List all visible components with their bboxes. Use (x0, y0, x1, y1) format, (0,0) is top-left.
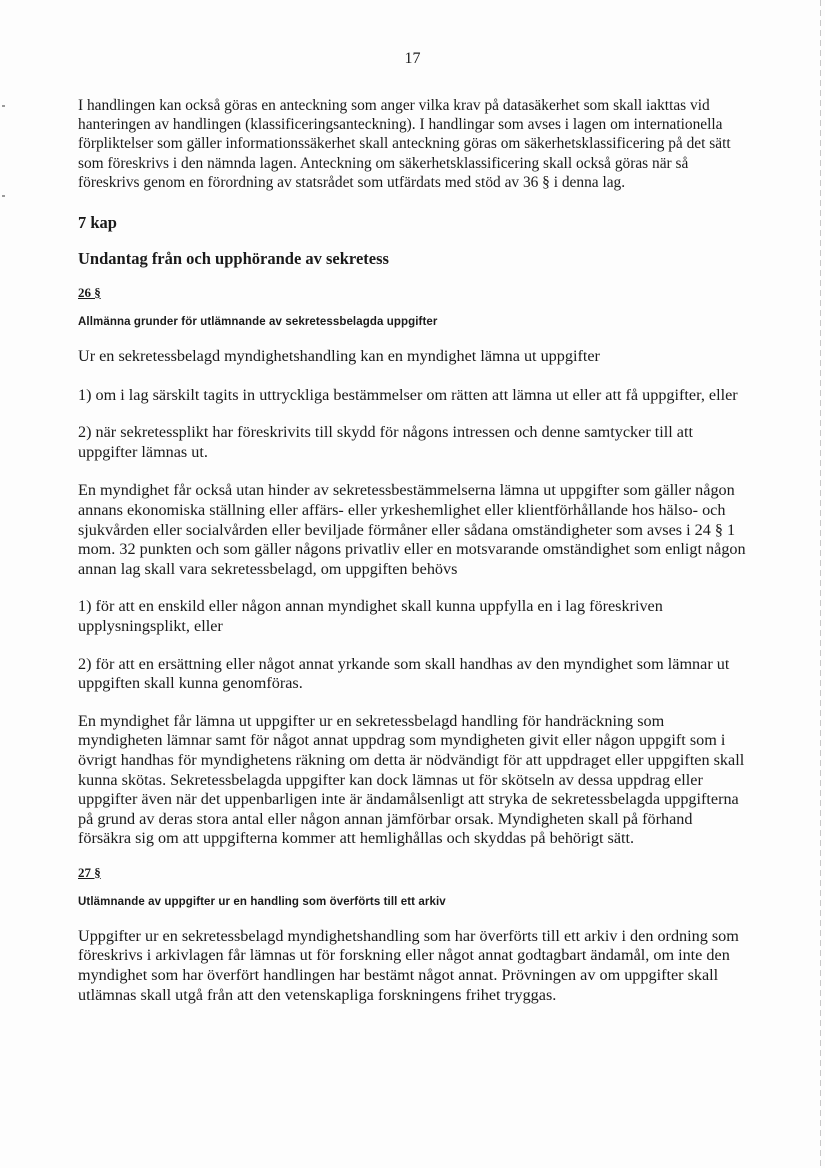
section-26-paragraph: 1) om i lag särskilt tagits in uttryckliga bestämmelser om rätten att lämna ut eller att få uppgifter, eller (78, 385, 738, 404)
section-26-number: 26 § (78, 285, 101, 301)
section-26-paragraph: 1) för att en enskild eller någon annan myndighet skall kunna uppfylla en i lag föreskriven upplysningsplikt, eller (78, 597, 663, 635)
section-26-heading: Allmänna grunder för utlämnande av sekretessbelagda uppgifter (78, 316, 438, 329)
scan-mark (2, 105, 5, 107)
section-26-paragraph: 2) när sekretessplikt har föreskrivits till skydd för någons intressen och denne samtycker till att uppgifter lämnas ut. (78, 423, 693, 461)
page-number: 17 (404, 50, 421, 67)
section-26-paragraph: Ur en sekretessbelagd myndighetshandling kan en myndighet lämna ut uppgifter (78, 347, 600, 366)
scan-edge-line (820, 0, 821, 1168)
section-26-paragraph: 2) för att en ersättning eller något annat yrkande som skall handhas av den myndighet som lämnar ut uppgiften skall kunna genomföras. (78, 654, 730, 693)
section-27-heading: Utlämnande av uppgifter ur en handling som överförts till ett arkiv (78, 895, 446, 908)
section-26-paragraph: En myndighet får lämna ut uppgifter ur en sekretessbelagd handling för handräckning som myndigheten lämnar samt för något annat uppdrag som myndigheten givit eller någon uppgift som i övrigt handhas för myndighetens räkning om detta är nödvändigt för att uppdraget eller uppgiften skall kunna skötas. Sekretessbelagda uppgifter kan dock lämnas ut för skötseln av dessa uppdrag eller uppgifter även när det uppenbarligen inte är ändamålsenligt att stryka de sekretessbelagda uppgifterna på grund av deras stora antal eller någon annan jämförbar orsak. Myndigheten skall på förhand försäkra sig om att uppgifterna kommer att hemlighållas och skyddas på behörigt sätt. (78, 711, 745, 848)
section-27-paragraph: Uppgifter ur en sekretessbelagd myndighetshandling som har överförts till ett arkiv i den ordning som föreskrivs i arkivlagen får lämnas ut för forskning eller något annat godtagbart ändamål, om inte den myndighet som har överfört handlingen har bestämt något annat. Prövningen av om uppgifter skall utlämnas skall utgå från att den vetenskapliga forskningens frihet tryggas. (78, 926, 739, 1004)
chapter-label: 7 kap (78, 213, 117, 233)
intro-paragraph: I handlingen kan också göras en anteckning som anger vilka krav på datasäkerhet som skall iakttas vid hanteringen av handlingen (klassificeringsanteckning). I handlingar som avses i lagen om internationella förpliktelser som gäller informationssäkerhet skall anteckning göras om säkerhetsklassificering på det sätt som föreskrivs i den nämnda lagen. Anteckning om säkerhetsklassificering skall också göras när så föreskrivs genom en förordning av statsrådet som utfärdats med stöd av 36 § i denna lag. (78, 97, 731, 191)
section-27-number: 27 § (78, 864, 101, 880)
scan-mark (2, 195, 5, 197)
chapter-title: Undantag från och upphörande av sekretess (78, 249, 389, 269)
document-body (78, 96, 748, 1005)
section-26-paragraph: En myndighet får också utan hinder av sekretessbestämmelserna lämna ut uppgifter som gäller någon annans ekonomiska ställning eller affärs- eller yrkeshemlighet eller klientförhållande hos hälso- och sjukvården eller socialvården eller beviljade förmåner eller sådana omständigheter som avses i 24 § 1 mom. 32 punkten och som gäller någons privatliv eller en motsvarande omständighet som enligt någon annan lag skall vara sekretessbelagd, om uppgiften behövs (78, 481, 746, 578)
